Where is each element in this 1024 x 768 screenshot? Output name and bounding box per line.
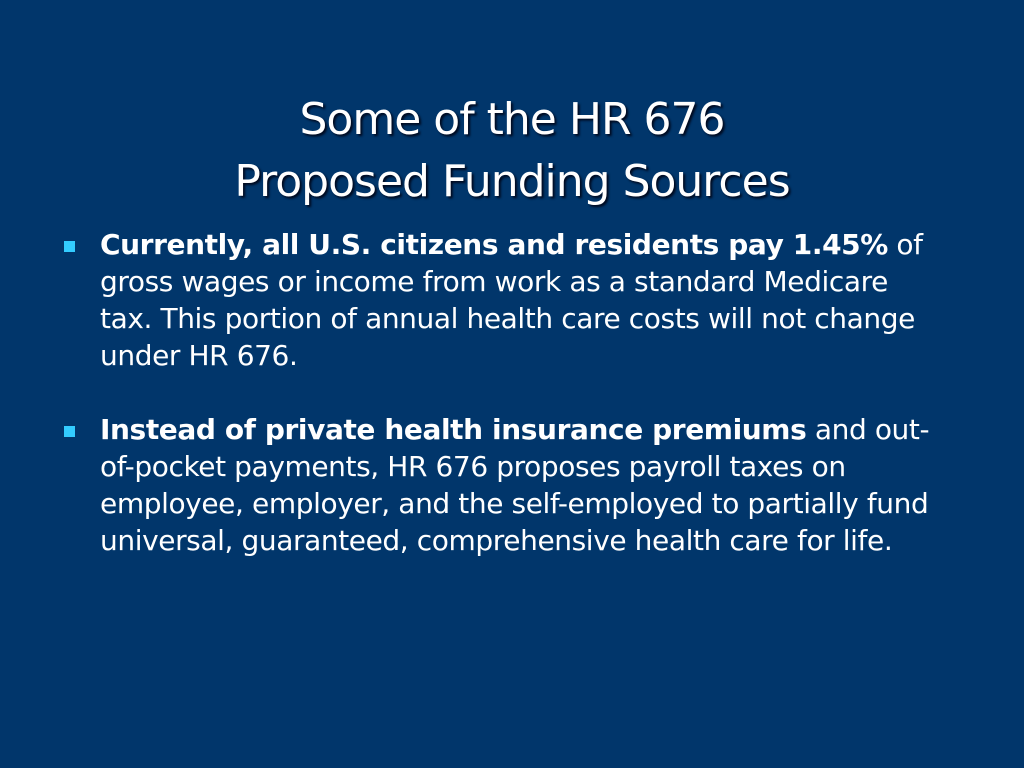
title-line-2: Proposed Funding Sources <box>234 156 790 208</box>
bullet-text: and out-of-pocket payments, HR 676 proposes payroll taxes on employee, employer, and the self-employed to partially fund universal, guaranteed, comprehensive health care for life. <box>100 413 930 557</box>
bullet-item-medicare-tax <box>62 226 942 374</box>
square-bullet-icon <box>64 426 75 437</box>
slide-title <box>0 89 1024 213</box>
bullet-item-payroll-taxes <box>62 411 942 559</box>
bullet-text: of gross wages or income from work as a standard Medicare tax. This portion of annual health care costs will not change under HR 676. <box>100 228 923 372</box>
square-bullet-icon <box>64 241 75 252</box>
bullet-emphasis: Currently, all U.S. citizens and residents pay 1.45% <box>100 228 888 261</box>
bullet-emphasis: Instead of private health insurance premiums <box>100 413 807 446</box>
title-line-1: Some of the HR 676 <box>299 94 725 146</box>
bullet-list <box>62 226 942 596</box>
